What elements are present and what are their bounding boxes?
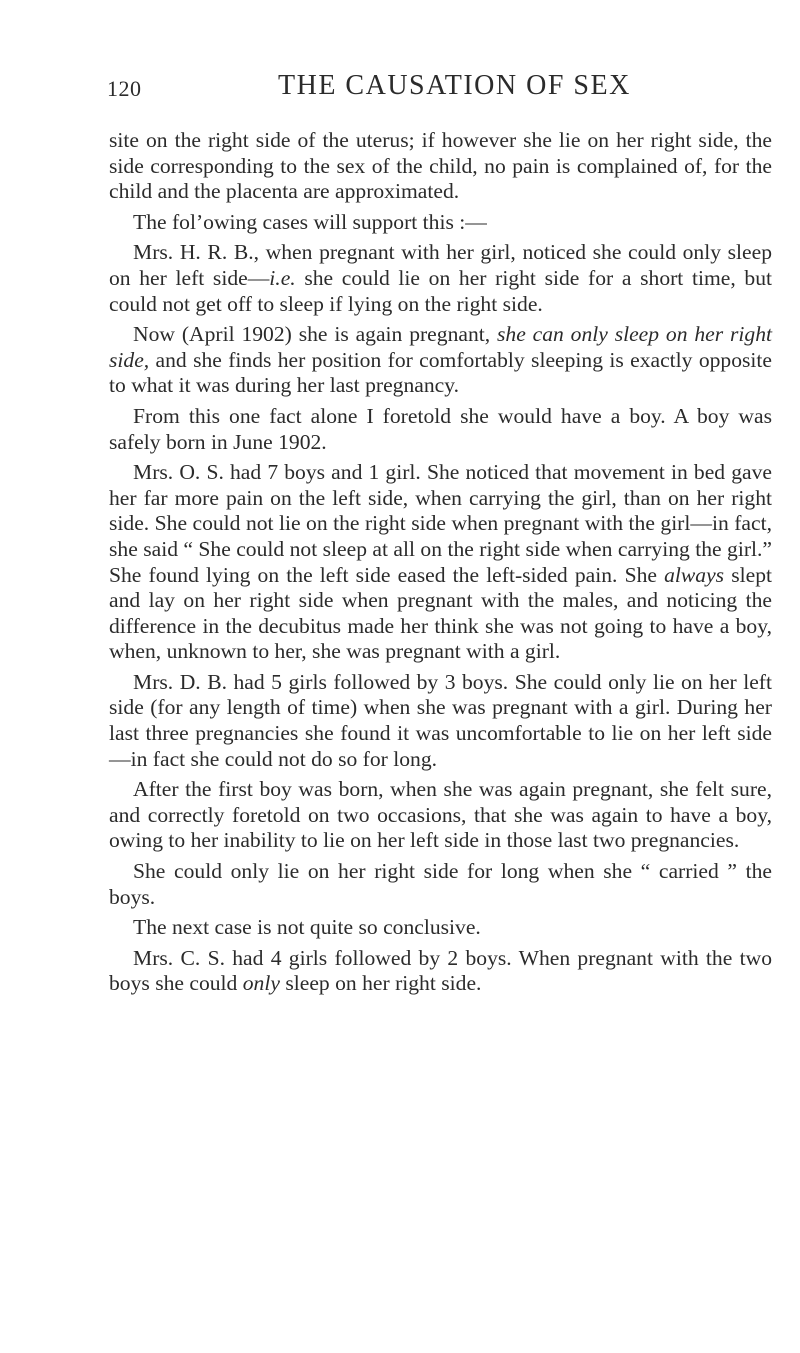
text-run: The next case is not quite so conclusive.	[133, 915, 481, 940]
paragraph	[109, 460, 772, 665]
italic-text: always	[664, 562, 725, 587]
body-text	[109, 128, 772, 997]
paragraph	[109, 777, 772, 854]
text-run: Now (April 1902) she is again pregnant,	[133, 322, 497, 347]
text-run: slept and lay on her right side when pregnant with the males, and noticing the difference in the decubitus made her think she was not going to have a boy, when, unknown to her, she was pregnant with a girl.	[109, 562, 772, 664]
page-header	[107, 68, 760, 108]
page-number: 120	[107, 76, 142, 101]
italic-text: only	[242, 971, 280, 996]
running-title: THE CAUSATION OF SEX	[278, 70, 631, 101]
paragraph	[109, 322, 772, 399]
paragraph	[109, 210, 772, 236]
paragraph	[109, 404, 772, 455]
paragraph	[109, 128, 772, 205]
italic-text: i.e.	[269, 265, 296, 290]
text-run: The fol’owing cases will support this :—	[133, 209, 487, 234]
italic-text: she can only sleep on her right side,	[109, 322, 772, 372]
text-run: Mrs. D. B. had 5 girls followed by 3 boys. She could only lie on her left side (for any length of time) when she was pregnant with a girl. During her last three pregnancies she found it was uncomfortable to lie on her left side—in fact she could not do so for long.	[109, 669, 772, 771]
paragraph	[109, 859, 772, 910]
text-run: site on the right side of the uterus; if however she lie on her right side, the side corresponding to the sex of the child, no pain is complained of, for the child and the placenta are approximated.	[109, 128, 772, 204]
text-run: She could only lie on her right side for long when she “ carried ” the boys.	[109, 859, 772, 909]
paragraph	[109, 946, 772, 997]
paragraph	[109, 670, 772, 772]
paragraph	[109, 915, 772, 941]
text-run: sleep on her right side.	[279, 971, 482, 996]
text-run: Mrs. C. S. had 4 girls followed by 2 boys. When pregnant with the two boys she could	[109, 945, 772, 996]
text-run: Mrs. O. S. had 7 boys and 1 girl. She noticed that movement in bed gave her far more pain on the left side, when carrying the girl, than on her right side. She could not lie on the right side when pregnant with the girl—in fact, she said “ She could not sleep at all on the right side when carrying the girl.” She found lying on the left side eased the left-sided pain. She	[109, 460, 772, 587]
text-run: From this one fact alone I foretold she would have a boy. A boy was safely born in June 1902.	[109, 403, 772, 454]
paragraph	[109, 240, 772, 317]
text-run: and she finds her position for comfortably sleeping is exactly opposite to what it was during her last pregnancy.	[109, 347, 772, 398]
text-run: Mrs. H. R. B., when pregnant with her girl, noticed she could only sleep on her left side—	[109, 240, 772, 290]
text-run: she could lie on her right side for a short time, but could not get off to sleep if lying on the right side.	[109, 265, 772, 316]
text-run: After the first boy was born, when she was again pregnant, she felt sure, and correctly foretold on two occasions, that she was again to have a boy, owing to her inability to lie on her left side in those last two pregnancies.	[109, 777, 772, 853]
